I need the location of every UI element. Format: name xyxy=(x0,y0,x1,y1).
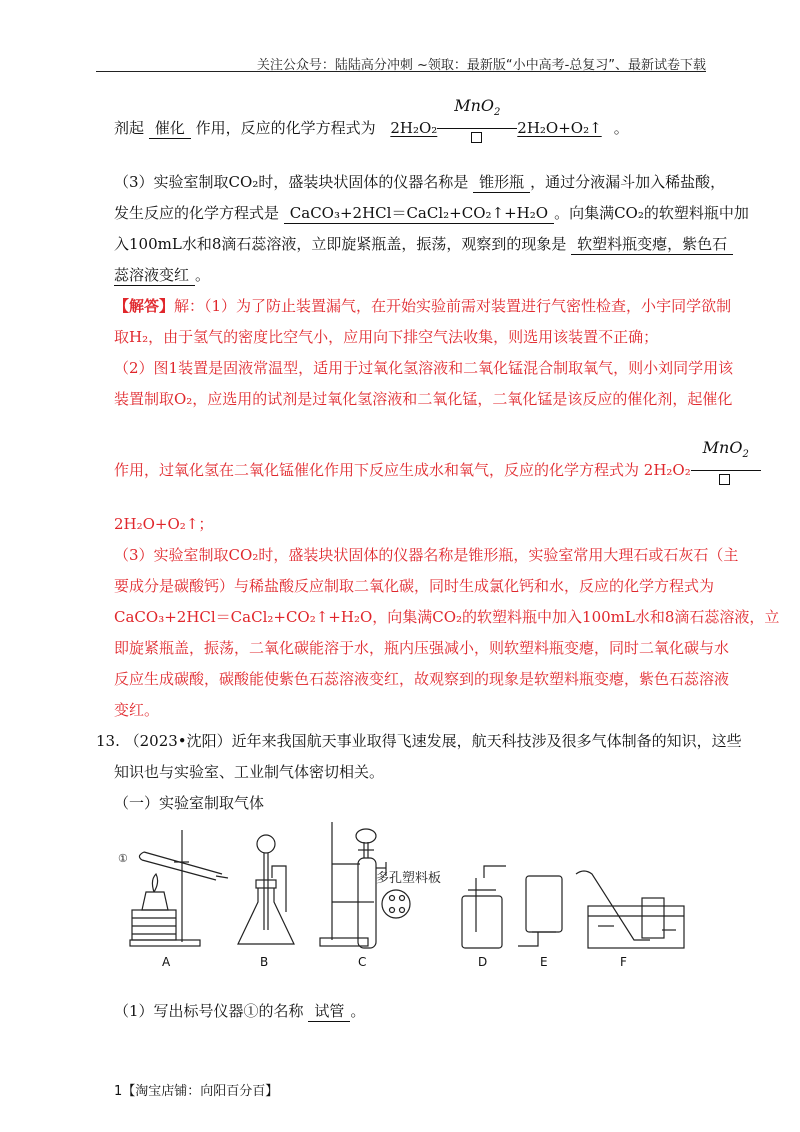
equation-right: 2H₂O+O₂↑ xyxy=(517,119,602,137)
answer-blank: 软塑料瓶变瘪，紫色石 xyxy=(571,234,733,255)
text: 作用，过氧化氢在二氧化锰催化作用下反应生成水和氧气，反应的化学方程式为 2H₂O₂ xyxy=(114,461,691,479)
answer-blank: 锥形瓶 xyxy=(473,172,530,193)
page-header: 关注公众号：陆陆高分冲刺 ~领取：最新版“小中高考-总复习”、最新试卷下载 xyxy=(256,58,706,73)
apparatus-figure xyxy=(114,822,704,972)
catalyst-condition xyxy=(437,96,517,138)
paragraph-line xyxy=(114,96,629,139)
answer-blank: CaCO₃+2HCl＝CaCl₂+CO₂↑+H₂O xyxy=(284,203,554,224)
text: （1）写出标号仪器①的名称 xyxy=(114,1002,309,1020)
solution-line xyxy=(114,296,731,316)
apparatus-b xyxy=(238,835,294,944)
figure-label-f: F xyxy=(620,955,627,969)
page-footer: 1【淘宝店铺：向阳百分百】 xyxy=(114,1084,279,1099)
paragraph-line xyxy=(114,265,210,286)
catalyst-subscript: 2 xyxy=(494,107,501,118)
solution-line: CaCO₃+2HCl＝CaCl₂+CO₂↑+H₂O，向集满CO₂的软塑料瓶中加入100mL水和8滴石蕊溶液，立 xyxy=(114,608,780,626)
text: 。 xyxy=(613,119,629,137)
text: 解：（1）为了防止装置漏气，在开始实验前需对装置进行气密性检查，小宇同学欲制 xyxy=(174,297,732,315)
text: 剂起 xyxy=(114,119,149,137)
question-line xyxy=(114,1001,365,1022)
equation-left: 2H₂O₂ xyxy=(390,119,438,137)
paragraph-line xyxy=(114,172,725,193)
solution-line: （3）实验室制取CO₂时，盛装块状固体的仪器名称是锥形瓶，实验室常用大理石或石灰石（主 xyxy=(114,546,739,564)
solution-line: 装置制取O₂，应选用的试剂是过氧化氢溶液和二氧化锰，二氧化锰是该反应的催化剂，起催化 xyxy=(114,390,733,408)
solution-line: 反应生成碳酸，碳酸能使紫色石蕊溶液变红，故观察到的现象是软塑料瓶变瘪，紫色石蕊溶液 xyxy=(114,670,730,688)
catalyst-label: MnO xyxy=(454,96,495,115)
solution-tag: 【解答】 xyxy=(114,297,175,315)
figure-label-c: C xyxy=(358,955,367,969)
marker-label: ① xyxy=(118,852,128,865)
question-line: 13. （2023•沈阳）近年来我国航天事业取得飞速发展，航天科技涉及很多气体制备的知识，这些 xyxy=(96,732,742,750)
text: 发生反应的化学方程式是 xyxy=(114,204,284,222)
text: 。 xyxy=(195,266,211,284)
catalyst-condition xyxy=(691,438,761,480)
header-rule xyxy=(96,71,706,72)
answer-blank: 试管 xyxy=(308,1001,350,1022)
solution-line: （2）图1装置是固液常温型，适用于过氧化氢溶液和二氧化锰混合制取氧气，则小刘同学用该 xyxy=(114,359,734,377)
apparatus-d xyxy=(462,866,506,948)
solution-line: 变红。 xyxy=(114,701,160,719)
apparatus-c xyxy=(320,822,441,948)
figure-label-d: D xyxy=(478,955,488,969)
question-line: 知识也与实验室、工业制气体密切相关。 xyxy=(114,763,385,781)
figure-label-a: A xyxy=(162,955,171,969)
apparatus-e xyxy=(518,876,562,946)
plate-label: 多孔塑料板 xyxy=(376,871,442,886)
question-line: （一）实验室制取气体 xyxy=(114,794,265,812)
text: 。 xyxy=(350,1002,366,1020)
solution-line: 要成分是碳酸钙）与稀盐酸反应制取二氧化碳，同时生成氯化钙和水，反应的化学方程式为 xyxy=(114,577,715,595)
solution-line: 即旋紧瓶盖，振荡，二氧化碳能溶于水，瓶内压强减小，则软塑料瓶变瘪，同时二氧化碳与水 xyxy=(114,639,730,657)
text: （3）实验室制取CO₂时，盛装块状固体的仪器名称是 xyxy=(114,173,474,191)
heating-box-icon xyxy=(719,474,730,485)
paragraph-line xyxy=(114,203,749,224)
solution-line: 2H₂O+O₂↑； xyxy=(114,515,214,533)
heating-box-icon xyxy=(471,132,482,143)
apparatus-f xyxy=(576,871,684,948)
answer-blank: 催化 xyxy=(149,118,191,139)
figure-label-b: B xyxy=(260,955,269,969)
catalyst-subscript: 2 xyxy=(742,449,749,460)
solution-line: 取H₂，由于氢气的密度比空气小，应用向下排空气法收集，则选用该装置不正确； xyxy=(114,328,659,346)
text: ，通过分液漏斗加入稀盐酸， xyxy=(530,173,726,191)
figure-label-e: E xyxy=(540,955,548,969)
text: 。向集满CO₂的软塑料瓶中加 xyxy=(554,204,749,222)
answer-blank: 蕊溶液变红 xyxy=(114,265,195,286)
paragraph-line xyxy=(114,234,733,255)
apparatus-a xyxy=(118,830,228,946)
solution-line xyxy=(114,438,761,480)
catalyst-label: MnO xyxy=(702,438,743,457)
text: 入100mL水和8滴石蕊溶液，立即旋紧瓶盖，振荡，观察到的现象是 xyxy=(114,235,572,253)
text: 作用，反应的化学方程式为 xyxy=(190,119,381,137)
